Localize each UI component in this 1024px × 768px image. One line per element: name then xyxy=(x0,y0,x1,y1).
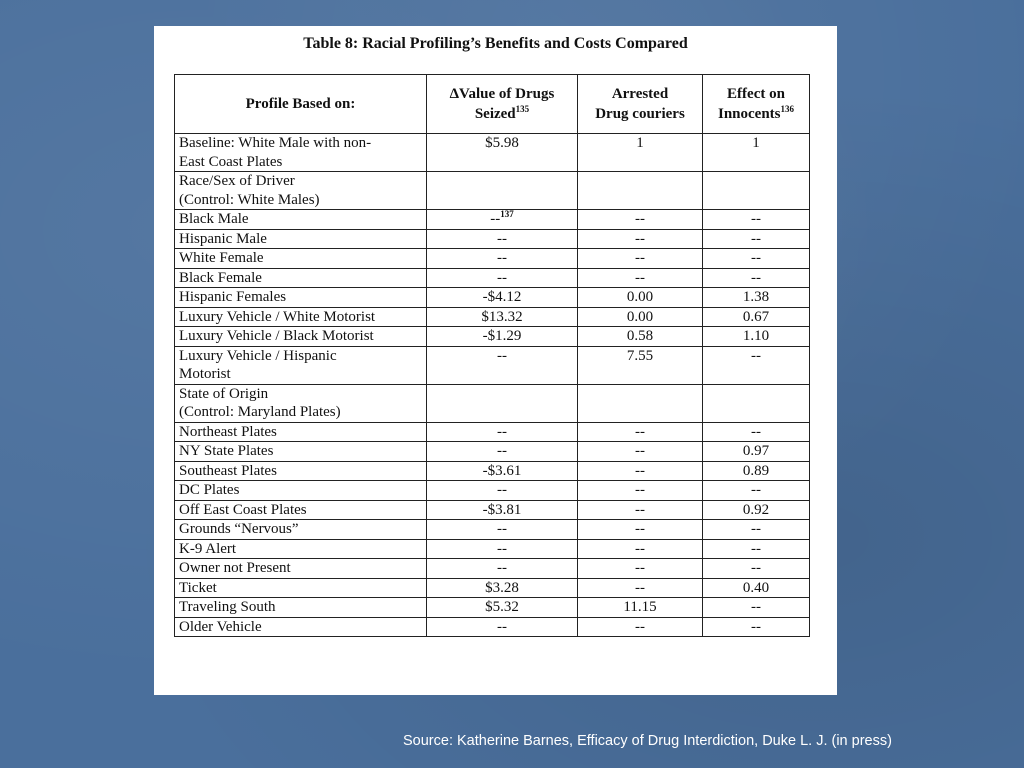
row-label: White Female xyxy=(175,249,427,269)
table-row xyxy=(175,327,810,347)
cell-value xyxy=(427,172,578,210)
source-caption: Source: Katherine Barnes, Efficacy of Drug Interdiction, Duke L. J. (in press) xyxy=(403,733,892,749)
cell-value: -- xyxy=(427,520,578,540)
header-effect-line2: Innocents xyxy=(717,106,781,122)
cell-value: -- xyxy=(427,442,578,462)
table-row xyxy=(175,539,810,559)
cell-effect: -- xyxy=(703,520,810,540)
row-label-line1: State of Origin xyxy=(179,385,269,402)
cell-arrested: 0.58 xyxy=(578,327,703,347)
cell-arrested: 1 xyxy=(578,134,703,172)
cell-value: -- xyxy=(427,268,578,288)
header-arrested-line2: Drug couriers xyxy=(595,106,685,122)
cell-effect: 0.89 xyxy=(703,461,810,481)
table-row xyxy=(175,578,810,598)
cell-effect: 0.67 xyxy=(703,307,810,327)
row-label: Off East Coast Plates xyxy=(175,500,427,520)
cell-value xyxy=(427,384,578,422)
section-label xyxy=(175,172,427,210)
table-row xyxy=(175,500,810,520)
cell-value: $13.32 xyxy=(427,307,578,327)
header-arrested xyxy=(578,75,703,134)
cell-value: -- xyxy=(427,422,578,442)
cell-value: $5.98 xyxy=(427,134,578,172)
cell-effect: 0.40 xyxy=(703,578,810,598)
row-label: K-9 Alert xyxy=(175,539,427,559)
header-profile xyxy=(175,75,427,134)
row-label: Hispanic Females xyxy=(175,288,427,308)
cell-value: -- xyxy=(427,559,578,579)
cell-arrested xyxy=(578,384,703,422)
cell-arrested xyxy=(578,172,703,210)
header-value-line2: Seized xyxy=(474,106,516,122)
cell-value: $3.28 xyxy=(427,578,578,598)
row-label: Northeast Plates xyxy=(175,422,427,442)
cell-effect: -- xyxy=(703,598,810,618)
header-arrested-line1: Arrested xyxy=(611,86,669,102)
cell-arrested: -- xyxy=(578,520,703,540)
row-label: Black Female xyxy=(175,268,427,288)
table-row xyxy=(175,346,810,384)
profiling-table xyxy=(174,74,810,637)
row-label-line1: Luxury Vehicle / Hispanic xyxy=(179,347,337,364)
header-value-line1: Value of Drugs xyxy=(459,86,555,102)
row-label: Grounds “Nervous” xyxy=(175,520,427,540)
cell-arrested: -- xyxy=(578,442,703,462)
cell-arrested: -- xyxy=(578,539,703,559)
cell-arrested: -- xyxy=(578,559,703,579)
table-row xyxy=(175,307,810,327)
cell-effect: -- xyxy=(703,422,810,442)
table-row xyxy=(175,559,810,579)
cell-effect: -- xyxy=(703,268,810,288)
cell-effect: 0.92 xyxy=(703,500,810,520)
table-title: Table 8: Racial Profiling’s Benefits and Costs Compared xyxy=(303,35,688,52)
header-value xyxy=(427,75,578,134)
cell-value: -- xyxy=(427,539,578,559)
cell-arrested: -- xyxy=(578,210,703,230)
cell-effect: 1.38 xyxy=(703,288,810,308)
table-row xyxy=(175,598,810,618)
row-label-line1: Baseline: White Male with non- xyxy=(179,135,372,151)
row-label: Hispanic Male xyxy=(175,229,427,249)
table-row xyxy=(175,442,810,462)
row-label: Traveling South xyxy=(175,598,427,618)
cell-arrested: -- xyxy=(578,481,703,501)
table-row xyxy=(175,249,810,269)
cell-arrested: 0.00 xyxy=(578,288,703,308)
table-row xyxy=(175,422,810,442)
row-label: Black Male xyxy=(175,210,427,230)
row-label: Older Vehicle xyxy=(175,617,427,637)
cell-value: $5.32 xyxy=(427,598,578,618)
row-label xyxy=(175,346,427,384)
row-label: DC Plates xyxy=(175,481,427,501)
row-label: Luxury Vehicle / White Motorist xyxy=(175,307,427,327)
cell-value: -- xyxy=(427,229,578,249)
header-value-footnote: 135 xyxy=(515,104,530,114)
header-profile-label: Profile Based on: xyxy=(245,96,356,112)
cell-value: -$4.12 xyxy=(427,288,578,308)
cell-arrested: -- xyxy=(578,229,703,249)
table-row xyxy=(175,384,810,422)
section-label xyxy=(175,384,427,422)
table-row xyxy=(175,134,810,172)
table-row xyxy=(175,172,810,210)
table-row xyxy=(175,617,810,637)
cell-arrested: -- xyxy=(578,422,703,442)
row-label xyxy=(175,134,427,172)
header-effect xyxy=(703,75,810,134)
cell-effect xyxy=(703,172,810,210)
cell-arrested: -- xyxy=(578,268,703,288)
table-row xyxy=(175,481,810,501)
cell-effect: 1 xyxy=(703,134,810,172)
cell-value: -- xyxy=(427,481,578,501)
cell-effect: -- xyxy=(703,481,810,501)
cell-value: -- xyxy=(427,346,578,384)
delta-symbol: Δ xyxy=(449,86,460,102)
table-row xyxy=(175,268,810,288)
cell-arrested: 7.55 xyxy=(578,346,703,384)
row-label: Luxury Vehicle / Black Motorist xyxy=(175,327,427,347)
cell-arrested: 0.00 xyxy=(578,307,703,327)
table-row xyxy=(175,288,810,308)
cell-effect: -- xyxy=(703,249,810,269)
cell-value: -$3.81 xyxy=(427,500,578,520)
cell-value: -- xyxy=(427,617,578,637)
cell-arrested: -- xyxy=(578,500,703,520)
cell-value-footnote: 137 xyxy=(500,209,514,219)
cell-arrested: -- xyxy=(578,578,703,598)
cell-value: -$3.61 xyxy=(427,461,578,481)
table-row xyxy=(175,520,810,540)
cell-arrested: -- xyxy=(578,249,703,269)
cell-arrested: 11.15 xyxy=(578,598,703,618)
row-label: NY State Plates xyxy=(175,442,427,462)
row-label-line2: (Control: White Males) xyxy=(179,191,320,208)
cell-value-text: -- xyxy=(490,211,501,227)
row-label-line2: Motorist xyxy=(179,366,231,382)
cell-arrested: -- xyxy=(578,617,703,637)
cell-effect xyxy=(703,384,810,422)
cell-effect: -- xyxy=(703,210,810,230)
row-label: Southeast Plates xyxy=(175,461,427,481)
cell-effect: -- xyxy=(703,346,810,384)
cell-value: -- xyxy=(427,249,578,269)
header-row xyxy=(175,75,810,134)
table-row xyxy=(175,461,810,481)
row-label-line2: East Coast Plates xyxy=(179,153,283,170)
cell-effect: -- xyxy=(703,539,810,559)
header-effect-line1: Effect on xyxy=(727,86,785,102)
table-row xyxy=(175,229,810,249)
cell-effect: -- xyxy=(703,559,810,579)
cell-effect: -- xyxy=(703,617,810,637)
row-label-line1: Race/Sex of Driver xyxy=(179,173,295,189)
cell-arrested: -- xyxy=(578,461,703,481)
header-effect-footnote: 136 xyxy=(780,104,794,114)
cell-effect: -- xyxy=(703,229,810,249)
row-label-line2: (Control: Maryland Plates) xyxy=(179,404,341,420)
row-label: Ticket xyxy=(175,578,427,598)
row-label: Owner not Present xyxy=(175,559,427,579)
table-panel xyxy=(154,26,837,695)
cell-effect: 1.10 xyxy=(703,327,810,347)
cell-value xyxy=(427,210,578,230)
cell-effect: 0.97 xyxy=(703,442,810,462)
table-row xyxy=(175,210,810,230)
cell-value: -$1.29 xyxy=(427,327,578,347)
